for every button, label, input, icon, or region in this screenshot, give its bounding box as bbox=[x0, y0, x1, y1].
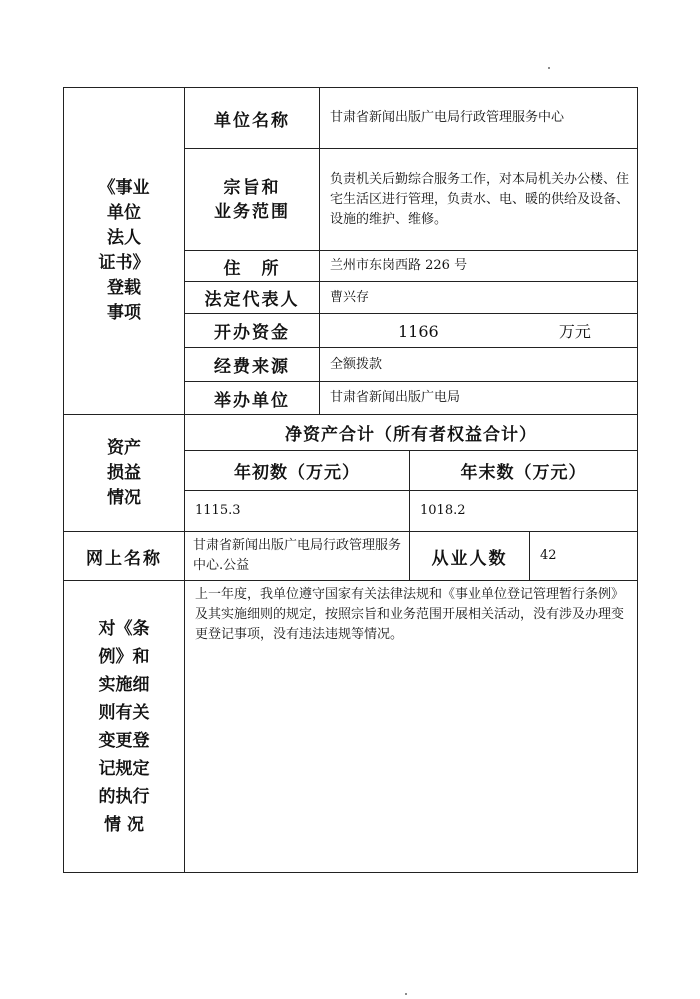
compliance-title-line: 例》和 bbox=[98, 646, 150, 667]
registration-title-line: 事项 bbox=[107, 303, 141, 323]
compliance-title-line: 则有关 bbox=[98, 702, 150, 723]
address-value: 兰州市东岗西路 226 号 bbox=[320, 251, 638, 282]
row-net-assets-header bbox=[64, 415, 638, 451]
row-compliance bbox=[64, 581, 638, 873]
assets-title-line: 资产 bbox=[107, 437, 141, 458]
compliance-title-line: 对《条 bbox=[98, 618, 150, 639]
registration-title-line: 法人 bbox=[107, 228, 141, 248]
purpose-value: 负责机关后勤综合服务工作，对本局机关办公楼、住宅生活区进行管理，负责水、电、暖的供给及设备、设施的维护、维修。 bbox=[320, 149, 638, 251]
purpose-label-line: 宗旨和 bbox=[223, 177, 281, 198]
registration-table bbox=[63, 87, 638, 873]
online-name-label: 网上名称 bbox=[64, 532, 185, 581]
row-online-name bbox=[64, 532, 638, 581]
purpose-label-line: 业务范围 bbox=[214, 201, 290, 222]
sponsor-label: 举办单位 bbox=[185, 382, 320, 415]
staff-count-label: 从业人数 bbox=[410, 532, 530, 581]
registration-section-title bbox=[64, 88, 185, 415]
end-year-label: 年末数（万元） bbox=[410, 451, 638, 491]
purpose-label bbox=[185, 149, 320, 251]
assets-section-title bbox=[64, 415, 185, 532]
capital-value bbox=[320, 314, 638, 348]
compliance-title-line: 情 况 bbox=[104, 814, 144, 835]
net-assets-header: 净资产合计（所有者权益合计） bbox=[185, 415, 638, 451]
row-unit-name bbox=[64, 88, 638, 149]
unit-name-value: 甘肃省新闻出版广电局行政管理服务中心 bbox=[320, 88, 638, 149]
assets-title-line: 损益 bbox=[107, 462, 141, 483]
funding-source-value: 全额拨款 bbox=[320, 348, 638, 382]
online-name-value: 甘肃省新闻出版广电局行政管理服务中心.公益 bbox=[185, 532, 410, 581]
funding-source-label: 经费来源 bbox=[185, 348, 320, 382]
capital-amount: 1166 bbox=[398, 322, 439, 341]
compliance-statement: 上一年度，我单位遵守国家有关法律法规和《事业单位登记管理暂行条例》及其实施细则的规定，按照宗旨和业务范围开展相关活动，没有涉及办理变更登记事项，没有违法违规等情况。 bbox=[185, 581, 638, 873]
capital-label: 开办资金 bbox=[185, 314, 320, 348]
sponsor-value: 甘肃省新闻出版广电局 bbox=[320, 382, 638, 415]
compliance-title-line: 变更登 bbox=[98, 730, 150, 751]
legal-rep-value: 曹兴存 bbox=[320, 282, 638, 314]
scan-speck bbox=[548, 67, 550, 69]
registration-title-line: 单位 bbox=[107, 203, 141, 223]
legal-rep-label: 法定代表人 bbox=[185, 282, 320, 314]
address-label: 住 所 bbox=[185, 251, 320, 282]
compliance-title-line: 实施细 bbox=[98, 674, 150, 695]
compliance-section-title bbox=[64, 581, 185, 873]
registration-title-line: 登载 bbox=[107, 278, 141, 298]
compliance-title-line: 的执行 bbox=[98, 786, 150, 807]
capital-unit: 万元 bbox=[558, 322, 591, 341]
end-year-value: 1018.2 bbox=[410, 491, 638, 532]
assets-title-line: 情况 bbox=[107, 487, 141, 508]
begin-year-value: 1115.3 bbox=[185, 491, 410, 532]
scan-speck bbox=[405, 993, 407, 995]
begin-year-label: 年初数（万元） bbox=[185, 451, 410, 491]
staff-count-value: 42 bbox=[530, 532, 638, 581]
compliance-title-line: 记规定 bbox=[98, 758, 150, 779]
registration-title-line: 证书》 bbox=[98, 253, 150, 273]
registration-title-line: 《事业 bbox=[98, 178, 150, 198]
unit-name-label: 单位名称 bbox=[185, 88, 320, 149]
